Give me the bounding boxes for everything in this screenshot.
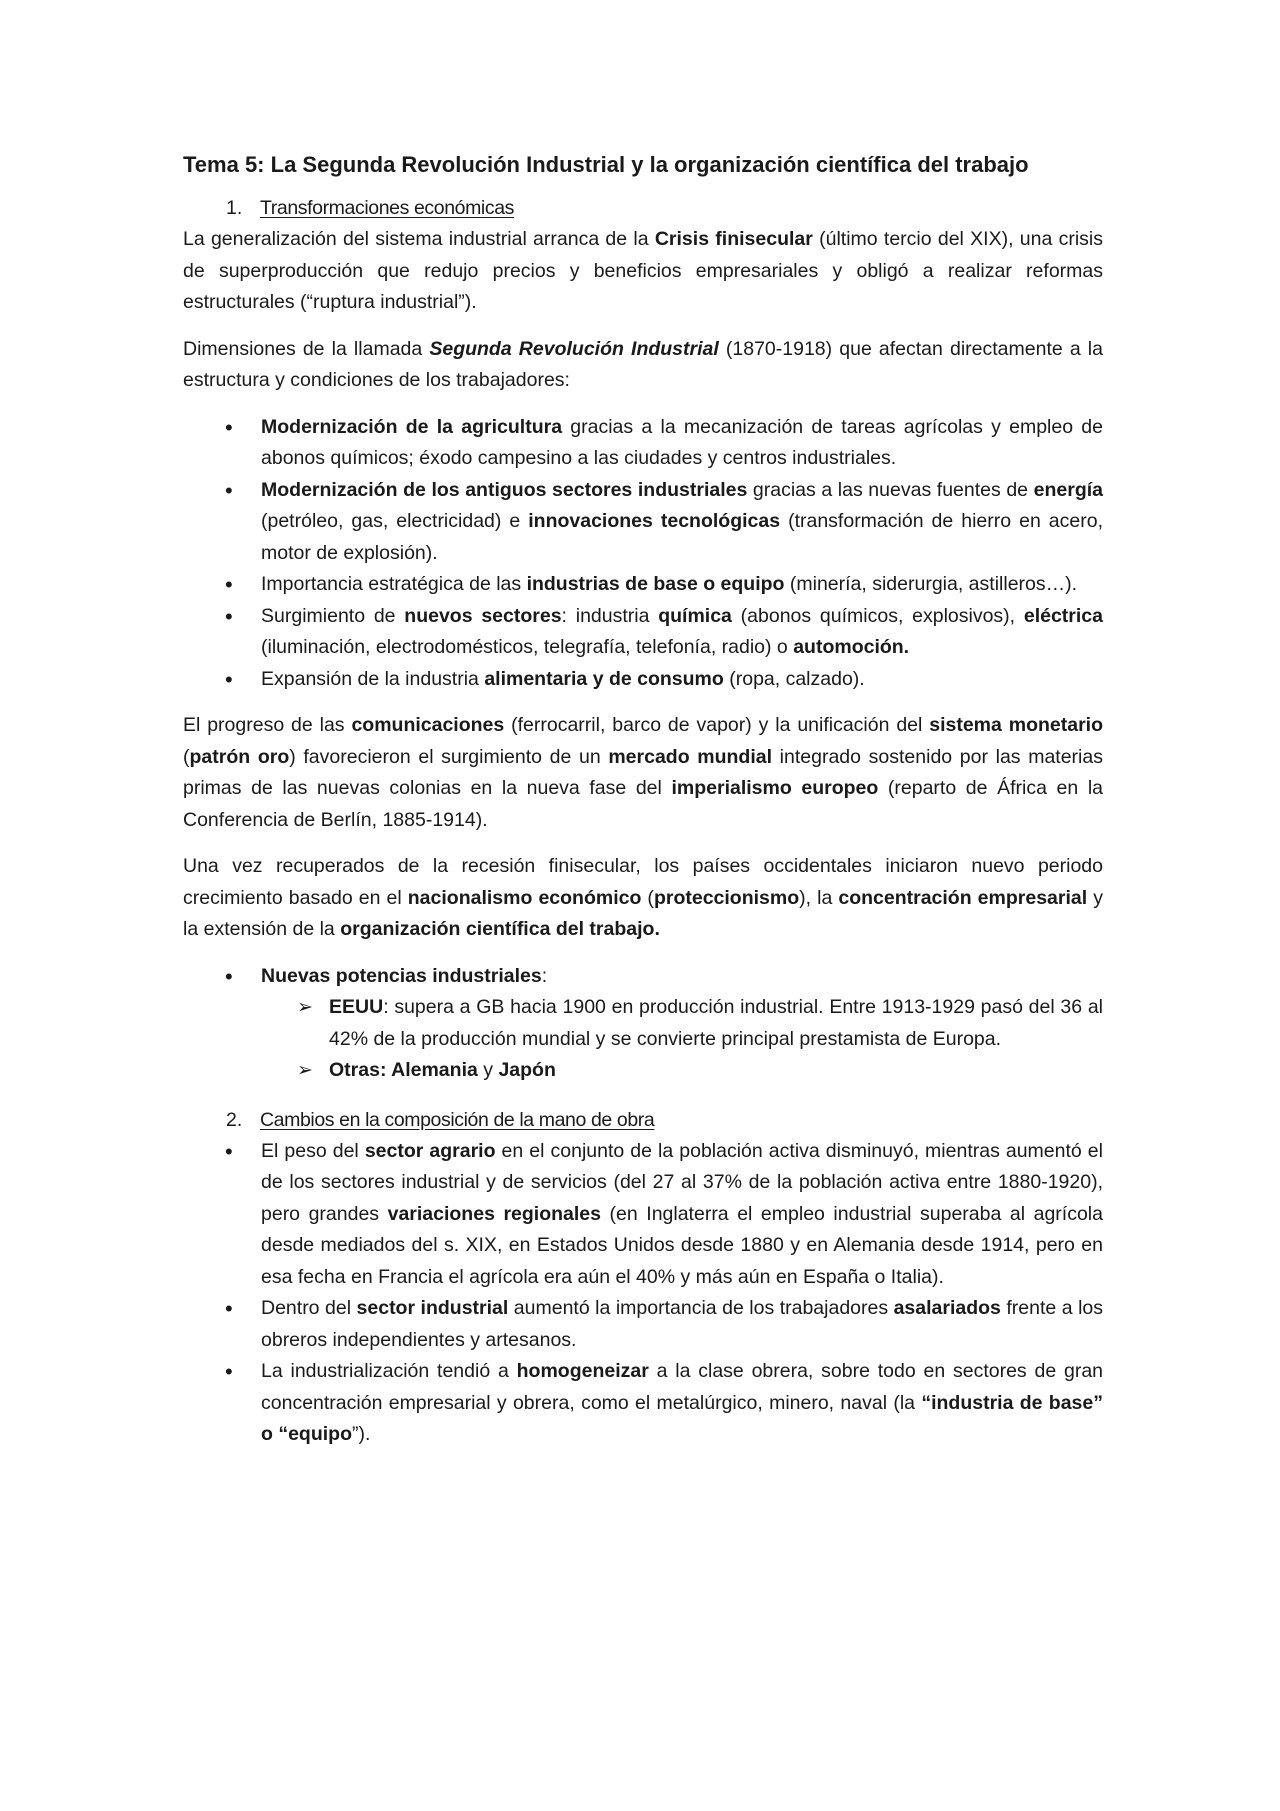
sub-list-item bbox=[261, 992, 1103, 1055]
bold-term: variaciones regionales bbox=[387, 1202, 601, 1225]
text-run: (reparto de África en la Conferencia de Berlín, 1885-1914). bbox=[183, 777, 1103, 831]
bold-term: mercado mundial bbox=[608, 745, 773, 768]
text-run: Importancia estratégica de las bbox=[261, 573, 527, 595]
list-item bbox=[183, 1293, 1103, 1356]
powers-list bbox=[183, 961, 1103, 1087]
text-run: El peso del bbox=[261, 1139, 365, 1162]
paragraph-comunicaciones bbox=[183, 710, 1103, 836]
text-run: gracias a las nuevas fuentes de bbox=[747, 478, 1034, 501]
text-run: y bbox=[477, 1059, 499, 1081]
text-run: La generalización del sistema industrial arranca de la bbox=[183, 228, 655, 250]
text-run: El progreso de las bbox=[183, 714, 352, 736]
text-run: ( bbox=[641, 886, 654, 909]
bold-term: imperialismo europeo bbox=[671, 777, 879, 799]
bold-term: alimentaria y de consumo bbox=[484, 667, 724, 690]
text-run: : industria bbox=[561, 604, 659, 627]
bold-term: sector agrario bbox=[364, 1139, 496, 1162]
text-run: ) favorecieron el surgimiento de un bbox=[289, 745, 609, 768]
paragraph-recesion bbox=[183, 851, 1103, 946]
bold-term: Japón bbox=[498, 1059, 556, 1081]
bold-term: innovaciones tecnológicas bbox=[528, 510, 781, 532]
list-item bbox=[183, 1136, 1103, 1294]
bold-term: Modernización de los antiguos sectores industriales bbox=[261, 478, 748, 501]
paragraph-dimensiones bbox=[183, 334, 1103, 397]
list-item bbox=[183, 1356, 1103, 1451]
text-run: gracias a la mecanización de tareas agrícolas y empleo de abonos químicos; éxodo campesino a las ciudades y centros industriales. bbox=[261, 415, 1103, 469]
text-run: y la extensión de la bbox=[183, 886, 1103, 940]
text-run: en el conjunto de la población activa disminuyó, mientras aumentó el de los sectores industrial y de servicios (del 27 al 37% de la población activa entre 1880-1920), pero grandes bbox=[261, 1139, 1103, 1225]
bold-term: comunicaciones bbox=[351, 714, 505, 736]
section-1-number: 1. bbox=[226, 197, 243, 219]
text-run: (último tercio del XIX), una crisis de superproducción que redujo precios y beneficios empresariales y obligó a realizar reformas estructurales (“ruptura industrial”). bbox=[183, 228, 1103, 313]
list-item bbox=[183, 569, 1103, 601]
list-item bbox=[183, 961, 1103, 1087]
text-run: : supera a GB hacia 1900 en producción industrial. Entre 1913-1929 pasó del 36 al 42% de la producción mundial y se convierte principal prestamista de Europa. bbox=[329, 996, 1103, 1050]
document-title: Tema 5: La Segunda Revolución Industrial y la organización científica del trabajo bbox=[183, 152, 1029, 177]
bold-term: sistema monetario bbox=[929, 714, 1104, 736]
bold-term: EEUU bbox=[329, 996, 384, 1018]
text-run: (abonos químicos, explosivos), bbox=[731, 604, 1024, 627]
section-2-title: Cambios en la composición de la mano de obra bbox=[260, 1108, 655, 1131]
bold-term: Modernización de la agricultura bbox=[261, 415, 563, 438]
bold-term: automoción. bbox=[793, 636, 910, 658]
bold-term: organización científica del trabajo. bbox=[340, 918, 660, 940]
section-2-number: 2. bbox=[226, 1108, 243, 1131]
bold-term: sector industrial bbox=[356, 1297, 509, 1319]
paragraph-crisis-finisecular bbox=[183, 224, 1103, 319]
text-run: (iluminación, electrodomésticos, telegrafía, telefonía, radio) o bbox=[261, 636, 794, 658]
bold-term: homogeneizar bbox=[516, 1360, 649, 1382]
bold-term: industrias de base o equipo bbox=[526, 573, 785, 595]
list-item bbox=[183, 475, 1103, 570]
bold-term: Otras: Alemania bbox=[329, 1059, 478, 1081]
bold-term: asalariados bbox=[893, 1297, 1001, 1319]
bold-term: “industria de base” o “equipo bbox=[261, 1391, 1103, 1445]
text-run: (en Inglaterra el empleo industrial superaba al agrícola desde mediados del s. XIX, en Estados Unidos desde 1880 y en Alemania desde 1914, pero en esa fecha en Francia el agrícola era aún el 40% y más aún en España o Italia). bbox=[261, 1202, 1103, 1288]
bold-term: Nuevas potencias industriales bbox=[261, 964, 542, 987]
text-run: (1870-1918) que afectan directamente a la estructura y condiciones de los trabajadores: bbox=[183, 337, 1103, 391]
text-run: (transformación de hierro en acero, motor de explosión). bbox=[261, 510, 1104, 564]
powers-sublist bbox=[183, 992, 1103, 1087]
text-run: Dentro del bbox=[261, 1297, 357, 1319]
text-run: : bbox=[541, 964, 548, 987]
text-run: (minería, siderurgia, astilleros…). bbox=[784, 573, 1078, 595]
section-2-heading bbox=[183, 1105, 1103, 1136]
text-run: La industrialización tendió a bbox=[261, 1360, 517, 1382]
text-run: aumentó la importancia de los trabajadores bbox=[508, 1297, 894, 1319]
text-run: Dimensiones de la llamada bbox=[183, 337, 430, 360]
bold-term: Crisis finisecular bbox=[654, 228, 813, 250]
section-1-title: Transformaciones económicas bbox=[260, 197, 515, 219]
bold-term: patrón oro bbox=[189, 745, 290, 768]
section-1-heading bbox=[183, 193, 1103, 224]
document-page bbox=[183, 150, 1103, 1451]
text-run: (ropa, calzado). bbox=[723, 667, 865, 690]
bold-term: energía bbox=[1033, 478, 1103, 501]
list-item bbox=[183, 664, 1103, 696]
text-run: ( bbox=[183, 745, 190, 768]
text-run: integrado sostenido por las materias primas de las nuevas colonias en la nueva fase del bbox=[183, 745, 1103, 799]
bold-term: concentración empresarial bbox=[838, 886, 1088, 909]
text-run: ”). bbox=[352, 1423, 371, 1445]
bold-term: nacionalismo económico bbox=[407, 886, 642, 909]
list-item bbox=[183, 601, 1103, 664]
text-run: a la clase obrera, sobre todo en sectores de gran concentración empresarial y obrera, como el metalúrgico, minero, naval (la bbox=[261, 1360, 1104, 1414]
text-run: Una vez recuperados de la recesión finisecular, los países occidentales iniciaron nuevo periodo crecimiento basado en el bbox=[183, 855, 1103, 909]
bold-term: química bbox=[658, 604, 732, 627]
text-run: frente a los obreros independientes y artesanos. bbox=[261, 1297, 1103, 1351]
sub-list-item bbox=[261, 1055, 1103, 1087]
text-run: Surgimiento de bbox=[261, 604, 405, 627]
bold-term: eléctrica bbox=[1023, 604, 1104, 627]
bold-term: nuevos sectores bbox=[404, 604, 562, 627]
text-run: Expansión de la industria bbox=[261, 667, 485, 690]
labor-changes-list bbox=[183, 1136, 1103, 1451]
list-item bbox=[183, 412, 1103, 475]
text-run: (ferrocarril, barco de vapor) y la unificación del bbox=[504, 714, 930, 736]
text-run: ), la bbox=[799, 886, 839, 909]
text-run: (petróleo, gas, electricidad) e bbox=[261, 510, 529, 532]
bold-term: proteccionismo bbox=[653, 886, 800, 909]
bold-italic-term: Segunda Revolución Industrial bbox=[429, 337, 719, 360]
dimensions-list bbox=[183, 412, 1103, 696]
